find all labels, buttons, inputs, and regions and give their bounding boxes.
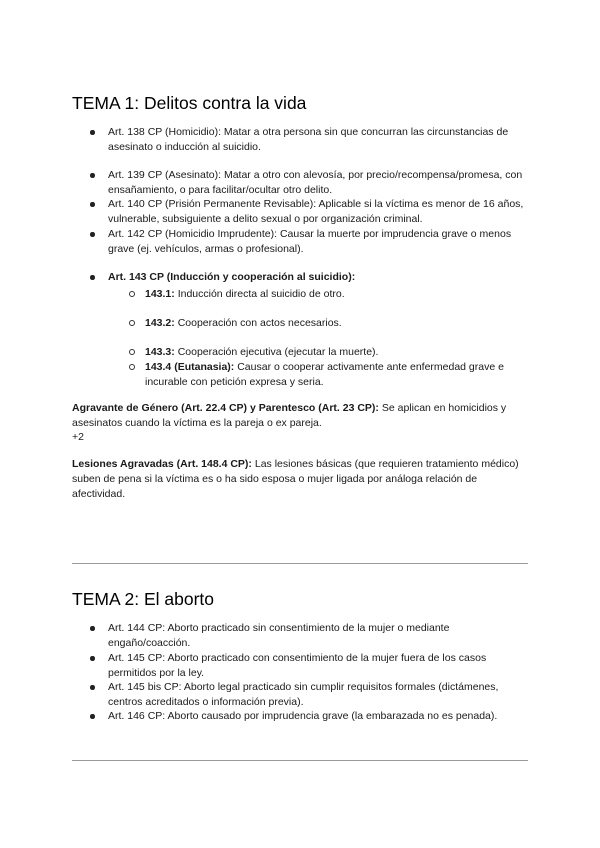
list-item-art145bis: Art. 145 bis CP: Aborto legal practicado sin cumplir requisitos formales (dictámenes, centros acreditados o información previa). bbox=[108, 680, 528, 710]
lesiones-label: Lesiones Agravadas (Art. 148.4 CP): bbox=[72, 458, 252, 470]
list-item-art138: Art. 138 CP (Homicidio): Matar a otra persona sin que concurran las circunstancias de asesinato o inducción al suicidio. bbox=[108, 125, 528, 155]
section-divider bbox=[72, 563, 528, 564]
agravante-paragraph bbox=[72, 401, 528, 431]
section-divider bbox=[72, 760, 528, 761]
lesiones-paragraph bbox=[72, 457, 528, 502]
sub-text-143-4: Causar o cooperar activamente ante enfermedad grave e incurable con petición expresa y seria. bbox=[145, 361, 504, 388]
list-item-art143 bbox=[108, 270, 528, 285]
list-item-art145: Art. 145 CP: Aborto practicado con consentimiento de la mujer fuera de los casos permitidos por la ley. bbox=[108, 651, 528, 681]
sub-item-143-1 bbox=[145, 287, 528, 302]
art143-title: Art. 143 CP (Inducción y cooperación al suicidio): bbox=[108, 271, 356, 283]
sub-text-143-2: Cooperación con actos necesarios. bbox=[174, 317, 342, 329]
plus-note: +2 bbox=[72, 431, 84, 443]
sub-label-143-4: 143.4 (Eutanasia): bbox=[145, 361, 235, 373]
list-item-art146: Art. 146 CP: Aborto causado por imprudencia grave (la embarazada no es penada). bbox=[108, 709, 528, 724]
sub-item-143-4 bbox=[145, 360, 528, 390]
sub-text-143-1: Inducción directa al suicidio de otro. bbox=[174, 288, 345, 300]
list-item-art140: Art. 140 CP (Prisión Permanente Revisable): Aplicable si la víctima es menor de 16 años, vulnerable, subsiguiente a delito sexual o por organización criminal. bbox=[108, 197, 528, 227]
tema2-title: TEMA 2: El aborto bbox=[72, 589, 215, 609]
agravante-text: Se aplican en homicidios y asesinatos cuando la víctima es la pareja o ex pareja. bbox=[72, 402, 507, 429]
tema1-title: TEMA 1: Delitos contra la vida bbox=[72, 93, 307, 113]
lesiones-text: Las lesiones básicas (que requieren tratamiento médico) suben de pena si la víctima es o ha sido esposa o mujer ligada por análoga relación de afectividad. bbox=[72, 458, 519, 500]
list-item-art144: Art. 144 CP: Aborto practicado sin consentimiento de la mujer o mediante engaño/coacción. bbox=[108, 621, 528, 651]
sub-label-143-1: 143.1: bbox=[145, 288, 175, 300]
sub-label-143-3: 143.3: bbox=[145, 346, 175, 358]
agravante-label: Agravante de Género (Art. 22.4 CP) y Parentesco (Art. 23 CP): bbox=[72, 402, 379, 414]
sub-label-143-2: 143.2: bbox=[145, 317, 175, 329]
sub-text-143-3: Cooperación ejecutiva (ejecutar la muerte). bbox=[174, 346, 379, 358]
list-item-art139: Art. 139 CP (Asesinato): Matar a otro con alevosía, por precio/recompensa/promesa, con ensañamiento, o para facilitar/ocultar otro delito. bbox=[108, 168, 528, 198]
sub-item-143-2 bbox=[145, 316, 528, 331]
sub-item-143-3 bbox=[145, 345, 528, 360]
list-item-art142: Art. 142 CP (Homicidio Imprudente): Causar la muerte por imprudencia grave o menos grave (ej. vehículos, armas o profesional). bbox=[108, 227, 528, 257]
